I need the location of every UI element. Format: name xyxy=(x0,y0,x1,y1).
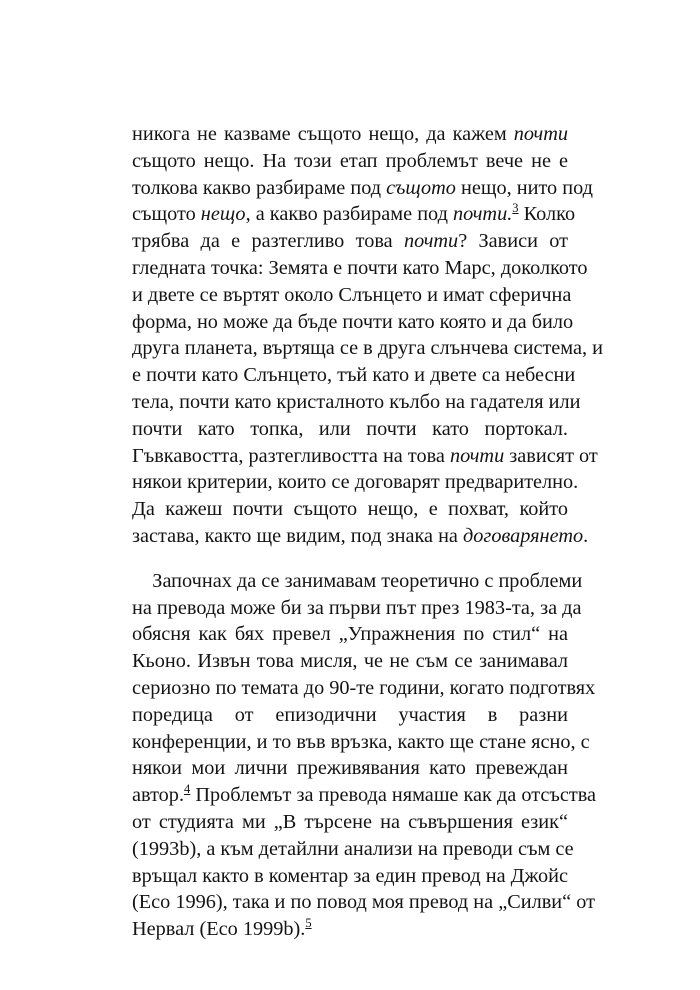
italic-text: почти xyxy=(513,123,568,145)
text-line xyxy=(132,416,568,443)
text-run: на превода може би за първи път през 1983-та, за да xyxy=(132,596,582,619)
text-line xyxy=(132,595,582,622)
text-line xyxy=(132,523,589,550)
text-line xyxy=(132,255,588,282)
text-run: Кьоно. Извън това мисля, че не съм се занимавал xyxy=(132,650,568,673)
text-run: никога не казваме същото нещо, да кажем xyxy=(132,123,514,145)
italic-text: договарянето xyxy=(463,524,584,547)
text-run: обясня как бях превел „Упражнения по стил“ на xyxy=(132,623,568,646)
text-run: Да кажеш почти същото нещо, е похват, който xyxy=(132,498,568,521)
text-run: друга планета, въртяща се в друга слънчева система, и xyxy=(132,337,604,360)
text-line xyxy=(132,282,572,309)
text-run: е почти като Слънцето, тъй като и двете са небесни xyxy=(132,364,576,387)
paragraph xyxy=(132,568,597,943)
text-line xyxy=(132,809,568,836)
text-line xyxy=(132,469,579,496)
text-run: конференции, и то във връзка, както ще стане ясно, с xyxy=(132,730,590,753)
italic-text: почти xyxy=(450,444,505,467)
paragraph-gap xyxy=(132,550,568,568)
text-line xyxy=(132,755,568,782)
text-run: застава, както ще видим, под знака на xyxy=(132,524,463,547)
text-line xyxy=(132,335,604,362)
text-line xyxy=(132,889,595,916)
text-run: , а какво разбираме под xyxy=(245,203,453,226)
text-line xyxy=(132,782,597,809)
text-line xyxy=(132,389,581,416)
text-line xyxy=(132,309,574,336)
text-line xyxy=(132,916,568,943)
text-run: Гъвкавостта, разтегливостта на това xyxy=(132,444,450,467)
text-run: Нервал (Eco 1999b). xyxy=(132,918,306,941)
text-line xyxy=(132,568,583,595)
body-text xyxy=(132,121,604,943)
footnote-reference[interactable]: 5 xyxy=(305,916,312,931)
text-run: поредица от епизодични участия в разни xyxy=(132,703,568,726)
italic-text: същото xyxy=(386,176,456,199)
text-line xyxy=(132,729,590,756)
text-line xyxy=(132,121,568,148)
text-run: нещо, нито под xyxy=(455,176,593,199)
text-line xyxy=(132,863,568,890)
text-run: почти като топка, или почти като портокал. xyxy=(132,417,568,440)
text-run: толкова какво разбираме под xyxy=(132,176,387,199)
text-run: (1993b), а към детайлни анализи на преводи съм се xyxy=(132,837,574,860)
text-run: автор. xyxy=(132,784,185,807)
text-run: същото xyxy=(132,203,201,226)
text-line xyxy=(132,362,576,389)
paragraph xyxy=(132,121,604,550)
text-line xyxy=(132,148,568,175)
text-run: от студията ми „В търсене на съвършения език“ xyxy=(132,810,568,833)
text-line xyxy=(132,175,593,202)
text-run: форма, но може да бъде почти като която и да било xyxy=(132,310,574,333)
text-run: и двете се въртят около Слънцето и имат сферична xyxy=(132,283,572,306)
text-line xyxy=(132,836,574,863)
text-run: Колко xyxy=(518,203,576,226)
text-run: гледната точка: Земята е почти като Марс, доколкото xyxy=(132,256,588,279)
text-run: тела, почти като кристалното кълбо на гадателя или xyxy=(132,390,581,413)
text-line xyxy=(132,702,568,729)
text-run: някои мои лични преживявания като превеждан xyxy=(132,757,568,780)
italic-text: почти xyxy=(403,230,459,253)
text-run: някои критерии, които се договарят предварително. xyxy=(132,471,579,494)
italic-text: почти. xyxy=(453,203,513,226)
text-run: връщал както в коментар за един превод на Джойс xyxy=(132,864,568,887)
text-line xyxy=(132,228,568,255)
text-line xyxy=(132,496,568,523)
text-run: ? Зависи от xyxy=(458,230,569,253)
text-run: Започнах да се занимавам теоретично с проблеми xyxy=(132,569,583,592)
text-line xyxy=(132,648,568,675)
text-run: зависят от xyxy=(504,444,598,467)
text-run: сериозно по темата до 90-те години, когато подготвях xyxy=(132,676,596,699)
text-run: . xyxy=(583,524,589,547)
text-run: същото нещо. На този етап проблемът вече не е xyxy=(132,149,568,172)
italic-text: нещо xyxy=(200,203,246,226)
footnote-reference[interactable]: 3 xyxy=(512,201,519,216)
text-run: (Eco 1996), така и по повод моя превод на „Силви“ от xyxy=(132,891,595,914)
text-run: Проблемът за превода нямаше как да отсъства xyxy=(190,784,597,807)
text-run: трябва да е разтегливо това xyxy=(132,230,404,253)
text-line xyxy=(132,443,598,470)
text-line xyxy=(132,201,576,228)
text-line xyxy=(132,675,596,702)
text-line xyxy=(132,621,568,648)
footnote-reference[interactable]: 4 xyxy=(184,782,191,797)
